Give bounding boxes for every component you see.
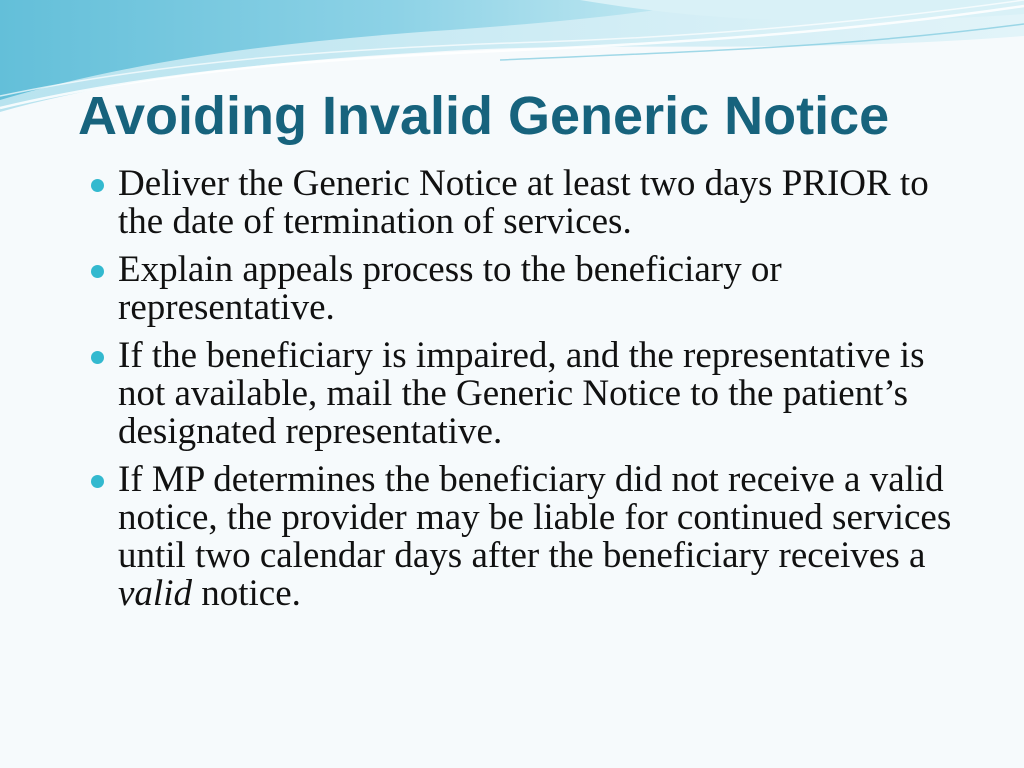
bullet-item xyxy=(88,337,968,451)
bullet-text-part: If MP determines the beneficiary did not receive a valid notice, the provider may be liable for continued services until two calendar days after the beneficiary receives a xyxy=(118,459,952,576)
bullet-dot-icon xyxy=(91,475,104,488)
bullet-list xyxy=(88,165,968,623)
bullet-text xyxy=(118,461,968,613)
bullet-item xyxy=(88,165,968,241)
bullet-item xyxy=(88,251,968,327)
bullet-item xyxy=(88,461,968,613)
bullet-dot-icon xyxy=(91,351,104,364)
bullet-text: Deliver the Generic Notice at least two days PRIOR to the date of termination of services. xyxy=(118,163,929,242)
bullet-text-part: notice. xyxy=(201,573,301,614)
slide-title: Avoiding Invalid Generic Notice xyxy=(78,86,890,146)
bullet-dot-icon xyxy=(91,265,104,278)
bullet-text: Explain appeals process to the beneficiary or representative. xyxy=(118,249,782,328)
emphasis-valid: valid xyxy=(118,573,192,614)
bullet-text: If the beneficiary is impaired, and the representative is not available, mail the Generic Notice to the patient’s designated representative. xyxy=(118,335,925,452)
bullet-dot-icon xyxy=(91,179,104,192)
